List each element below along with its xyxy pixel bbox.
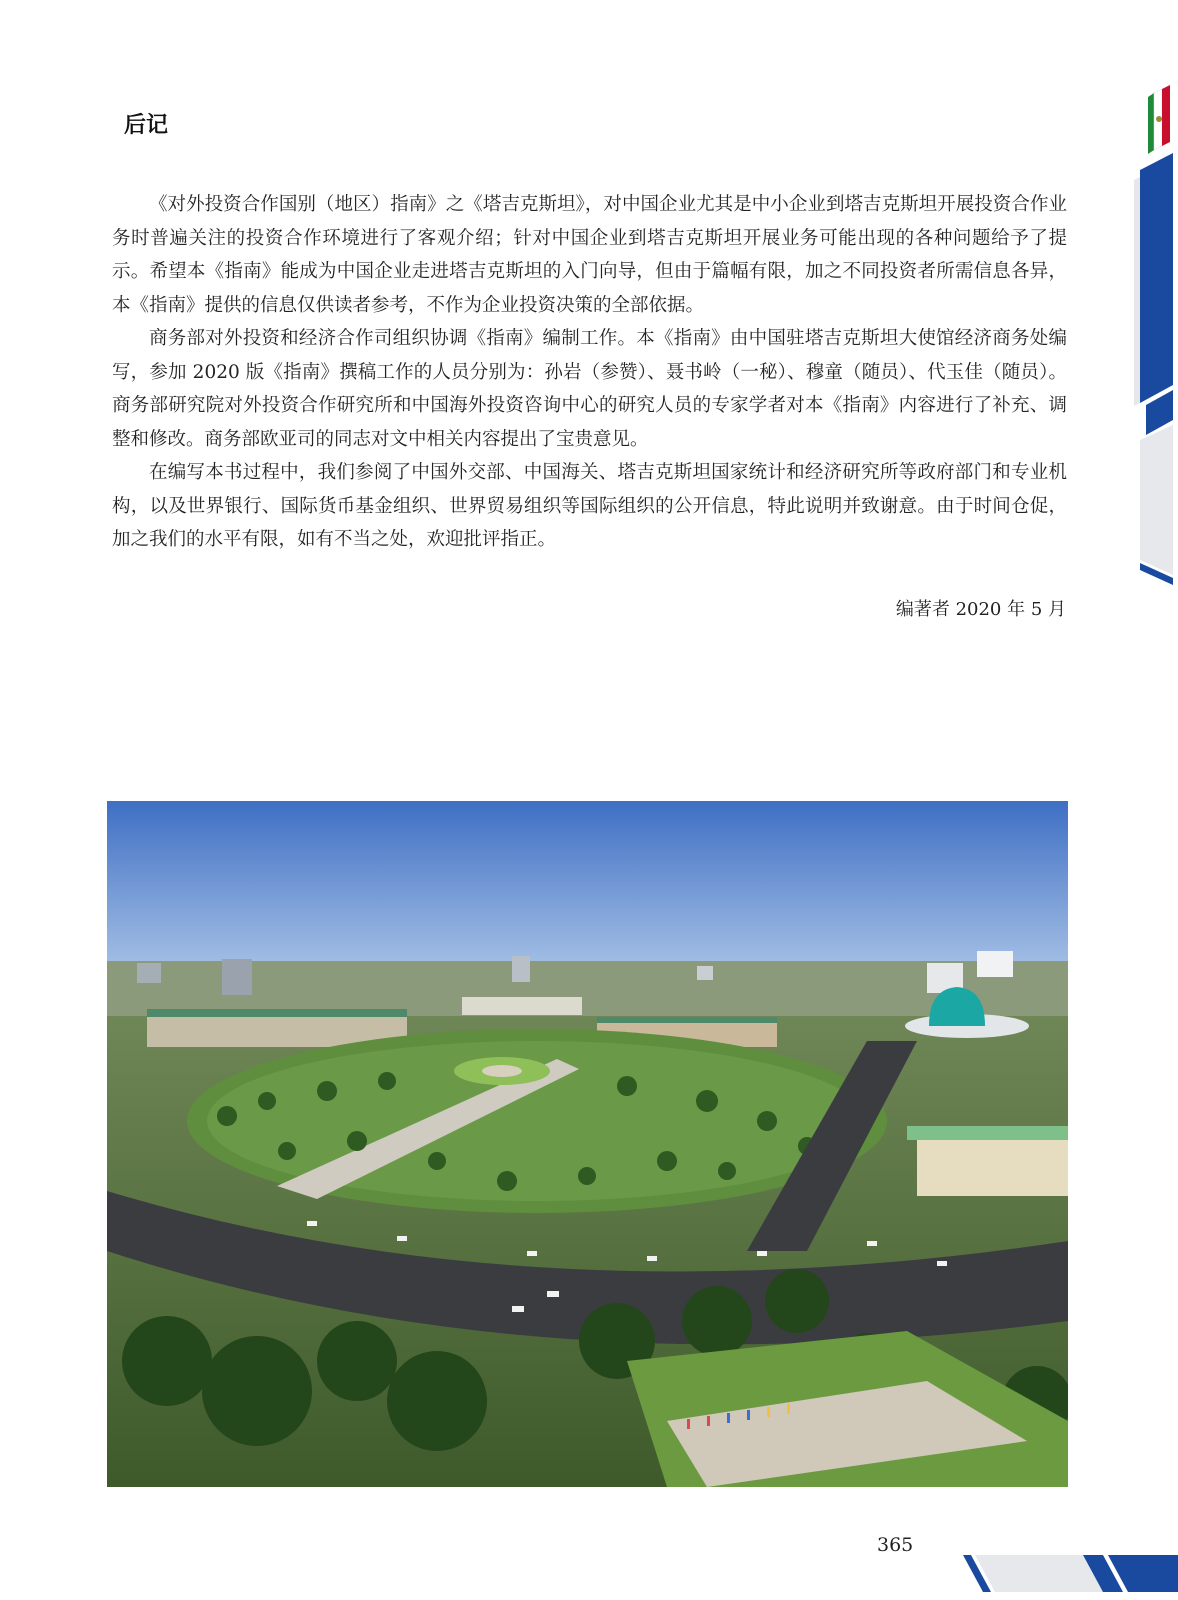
flag-icon [1148,85,1170,154]
bottom-decoration [963,1550,1178,1600]
paragraph-1: 《对外投资合作国别（地区）指南》之《塔吉克斯坦》，对中国企业尤其是中小企业到塔吉克斯坦开展投资合作业务时普遍关注的投资合作环境进行了客观介绍；针对中国企业到塔吉克斯坦开展业务可能出现的各种问题给予了提示。希望本《指南》能成为中国企业走进塔吉克斯坦的入门向导，但由于篇幅有限，加之不同投资者所需信息各异，本《指南》提供的信息仅供读者参考，不作为企业投资决策的全部依据。 [112,194,1067,316]
side-decoration [1088,85,1178,595]
paragraph-2: 商务部对外投资和经济合作司组织协调《指南》编制工作。本《指南》由中国驻塔吉克斯坦大使馆经济商务处编写，参加 2020 版《指南》撰稿工作的人员分别为：孙岩（参赞）、聂书岭（一秘）、穆童（随员）、代玉佳（随员）。商务部研究院对外投资合作研究所和中国海外投资咨询中心的研究人员的专家学者对本《指南》内容进行了补充、调整和修改。商务部欧亚司的同志对文中相关内容提出了宝贵意见。 [112,328,1067,450]
city-aerial-photo [107,801,1068,1487]
page-number: 365 [877,1534,914,1556]
city-aerial-illustration [107,801,1068,1487]
afterword-body [112,188,1067,557]
author-signature: 编著者 2020 年 5 月 [895,599,1066,620]
page-title: 后记 [124,113,169,138]
paragraph-3: 在编写本书过程中，我们参阅了中国外交部、中国海关、塔吉克斯坦国家统计和经济研究所等政府部门和专业机构，以及世界银行、国际货币基金组织、世界贸易组织等国际组织的公开信息，特此说明并致谢意。由于时间仓促，加之我们的水平有限，如有不当之处，欢迎批评指正。 [112,462,1067,550]
